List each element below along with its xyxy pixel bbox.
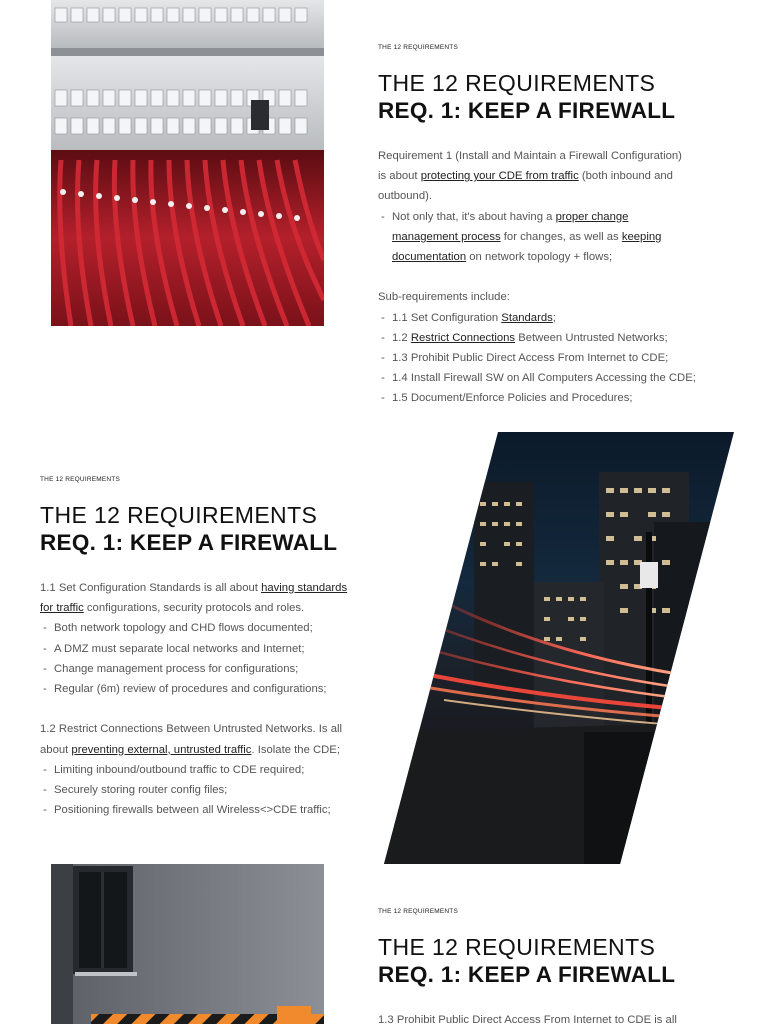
list-item: - 1.2 Restrict Connections Between Untrusted Networks; [378,328,728,348]
section-subtitle: REQ. 1: KEEP A FIREWALL [378,962,676,987]
section-kicker: THE 12 REQUIREMENTS [40,476,121,483]
section-kicker: THE 12 REQUIREMENTS [378,908,459,915]
list-item: - Limiting inbound/outbound traffic to CDE required; [40,760,380,780]
list-item: - 1.1 Set Configuration Standards; [378,308,728,328]
list-item: - 1.4 Install Firewall SW on All Computers Accessing the CDE; [378,368,728,388]
list-item: - 1.5 Document/Enforce Policies and Procedures; [378,388,728,408]
list-item: - Securely storing router config files; [40,780,380,800]
sub-heading: Sub-requirements include: [378,291,510,304]
paragraph: 1.2 Restrict Connections Between Untrusted Networks. Is all about preventing external, untrusted traffic. Isolate the CDE; [40,723,343,756]
section-title: THE 12 REQUIREMENTS [40,502,318,528]
section-title: THE 12 REQUIREMENTS [378,934,656,960]
list-item: - A DMZ must separate local networks and Internet; [40,639,380,659]
keeping-documentation-link[interactable]: keeping documentation [392,230,662,264]
intro-line: is about protecting your CDE from traffic (both inbound and [378,170,673,183]
change-management-link[interactable]: proper change management process [392,210,629,243]
section-body [378,146,728,409]
having-standards-link[interactable]: having standards for traffic [40,582,348,615]
section-kicker: THE 12 REQUIREMENTS [378,44,459,51]
section-body [40,578,380,820]
restrict-connections-link[interactable]: Restrict Connections [410,331,516,344]
list-item: - Positioning firewalls between all Wireless<>CDE traffic; [40,800,380,820]
list-item: - Not only that, it's about having a proper change management process for changes, as well as keeping documentation on network topology + flows; [378,207,728,268]
list-item: - Both network topology and CHD flows documented; [40,618,380,638]
city-night-photo [384,432,734,864]
list-item: - 1.3 Prohibit Public Direct Access From Internet to CDE; [378,348,728,368]
standards-link[interactable]: Standards [501,311,553,324]
section-subtitle: REQ. 1: KEEP A FIREWALL [40,530,338,555]
intro-line: outbound). [378,190,433,203]
list-item: - Change management process for configurations; [40,659,380,679]
page-subtitle: REQ. 1: KEEP A FIREWALL [378,98,676,123]
paragraph: 1.1 Set Configuration Standards is all about having standards for traffic configurations, security protocols and roles. [40,582,348,615]
protecting-cde-link[interactable]: protecting your CDE from traffic [420,170,579,183]
list-item: - Regular (6m) review of procedures and configurations; [40,679,380,699]
preventing-external-traffic-link[interactable]: preventing external, untrusted traffic [71,743,252,756]
page-title: THE 12 REQUIREMENTS [378,70,656,96]
wall-barrier-photo [51,864,324,1024]
network-switch-photo [51,0,324,326]
intro-line: Requirement 1 (Install and Maintain a Firewall Configuration) [378,150,682,162]
paragraph: 1.3 Prohibit Public Direct Access From Internet to CDE is all [378,1014,677,1026]
